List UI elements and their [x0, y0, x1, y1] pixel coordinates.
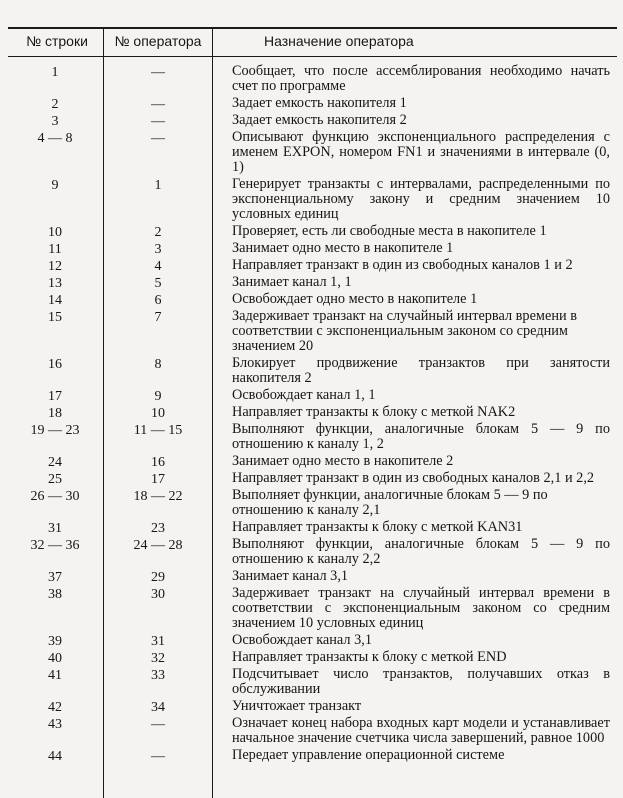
line-number-cell: 26 — 30 — [30, 489, 80, 504]
line-number-cell: 3 — [51, 114, 59, 129]
table-row — [0, 537, 623, 567]
operator-number-cell: 17 — [151, 472, 165, 487]
table-row — [0, 650, 623, 665]
table-row — [0, 422, 623, 452]
operator-number-cell: — — [151, 97, 165, 112]
table-row — [0, 130, 623, 175]
operator-purpose-cell: Выполняют функции, аналогичные блокам 5 — 9 по отношению к каналу 1, 2 — [232, 421, 610, 452]
table-header-rule — [8, 56, 617, 57]
operator-purpose-cell: Сообщает, что после ассемблирования необходимо начать счет по программе — [232, 63, 610, 94]
header-operator-number: № оператора — [114, 33, 202, 49]
table-row — [0, 275, 623, 290]
operator-number-cell: 34 — [151, 700, 165, 715]
operator-number-cell: — — [151, 65, 165, 80]
operator-purpose-cell: Занимает канал 1, 1 — [232, 274, 352, 290]
operator-purpose-cell: Выполняет функции, аналогичные блокам 5 — 9 по отношению к каналу 2,1 — [232, 487, 548, 518]
operator-purpose-cell: Направляет транзакты к блоку с меткой KAN31 — [232, 519, 523, 535]
line-number-cell: 11 — [48, 242, 62, 257]
table-row — [0, 177, 623, 222]
operator-number-cell: 1 — [154, 178, 162, 193]
table-row — [0, 224, 623, 239]
line-number-cell: 44 — [48, 749, 62, 764]
line-number-cell: 4 — 8 — [37, 131, 73, 146]
operator-purpose-cell: Освобождает канал 3,1 — [232, 632, 372, 648]
table-row — [0, 586, 623, 631]
operator-purpose-cell: Направляет транзакты к блоку с меткой END — [232, 649, 507, 665]
table-row — [0, 405, 623, 420]
operator-number-cell: 23 — [151, 521, 165, 536]
operator-number-cell: 2 — [154, 225, 162, 240]
line-number-cell: 18 — [48, 406, 62, 421]
operator-purpose-cell: Описывают функцию экспоненциального распределения с именем EXPON, номером FN1 и значениями в интервале (0, 1) — [232, 129, 610, 175]
line-number-cell: 40 — [48, 651, 62, 666]
table-row — [0, 667, 623, 697]
table-row — [0, 64, 623, 94]
operator-purpose-cell: Генерирует транзакты с интервалами, распределенными по экспоненциальному закону и средним значением 10 условных единиц — [232, 176, 610, 222]
table-row — [0, 569, 623, 584]
table-row — [0, 309, 623, 354]
operator-number-cell: 8 — [154, 357, 162, 372]
operator-number-cell: — — [151, 749, 165, 764]
table-row — [0, 633, 623, 648]
operator-purpose-cell: Проверяет, есть ли свободные места в накопителе 1 — [232, 223, 547, 239]
table-row — [0, 113, 623, 128]
operator-number-cell: 10 — [151, 406, 165, 421]
operator-purpose-cell: Занимает одно место в накопителе 1 — [232, 240, 454, 256]
table-top-rule — [8, 27, 617, 29]
operator-number-cell: 6 — [154, 293, 162, 308]
operator-purpose-cell: Означает конец набора входных карт модели и устанавливает начальное значение счетчика числа завершений, равное 1000 — [232, 715, 610, 746]
line-number-cell: 43 — [48, 717, 62, 732]
table-body — [0, 64, 623, 765]
line-number-cell: 41 — [48, 668, 62, 683]
operator-purpose-cell: Задерживает транзакт на случайный интервал времени в соответствии с экспоненциальным законом со средним значением 20 — [232, 308, 577, 354]
header-line-number: № строки — [26, 33, 88, 49]
table-row — [0, 292, 623, 307]
line-number-cell: 9 — [51, 178, 59, 193]
operator-purpose-cell: Блокирует продвижение транзактов при занятости накопителя 2 — [232, 355, 610, 386]
operator-number-cell: — — [151, 131, 165, 146]
operator-purpose-cell: Задает емкость накопителя 1 — [232, 95, 407, 111]
operator-purpose-cell: Занимает канал 3,1 — [232, 568, 349, 584]
operator-number-cell: 3 — [154, 242, 162, 257]
operator-number-cell: 29 — [151, 570, 165, 585]
operator-purpose-cell: Освобождает одно место в накопителе 1 — [232, 291, 478, 307]
operator-purpose-cell: Занимает одно место в накопителе 2 — [232, 453, 454, 469]
line-number-cell: 37 — [48, 570, 62, 585]
line-number-cell: 24 — [48, 455, 62, 470]
line-number-cell: 13 — [48, 276, 62, 291]
line-number-cell: 12 — [48, 259, 62, 274]
table-row — [0, 488, 623, 518]
line-number-cell: 25 — [48, 472, 62, 487]
table-row — [0, 471, 623, 486]
table-row — [0, 454, 623, 469]
operator-number-cell: 4 — [154, 259, 162, 274]
table-row — [0, 96, 623, 111]
operator-number-cell: 30 — [151, 587, 165, 602]
operator-number-cell: 33 — [151, 668, 165, 683]
table-row — [0, 748, 623, 763]
line-number-cell: 31 — [48, 521, 62, 536]
line-number-cell: 39 — [48, 634, 62, 649]
operator-purpose-cell: Выполняют функции, аналогичные блокам 5 — 9 по отношению к каналу 2,2 — [232, 536, 610, 567]
line-number-cell: 16 — [48, 357, 62, 372]
line-number-cell: 1 — [51, 65, 59, 80]
table-row — [0, 258, 623, 273]
operator-purpose-cell: Задерживает транзакт на случайный интервал времени в соответствии с экспоненциальным законом со средним значением 10 условных единиц — [232, 585, 610, 631]
line-number-cell: 14 — [48, 293, 62, 308]
operator-number-cell: 5 — [154, 276, 162, 291]
operator-purpose-cell: Передает управление операционной системе — [232, 747, 505, 763]
operator-number-cell: 32 — [151, 651, 165, 666]
operator-number-cell: 11 — 15 — [133, 423, 183, 438]
operator-number-cell: 18 — 22 — [133, 489, 183, 504]
operator-purpose-cell: Уничтожает транзакт — [232, 698, 362, 714]
table-row — [0, 699, 623, 714]
operator-number-cell: 31 — [151, 634, 165, 649]
table-row — [0, 241, 623, 256]
line-number-cell: 38 — [48, 587, 62, 602]
operator-number-cell: — — [151, 114, 165, 129]
header-operator-purpose: Назначение оператора — [264, 33, 414, 49]
operator-purpose-cell: Задает емкость накопителя 2 — [232, 112, 407, 128]
line-number-cell: 19 — 23 — [30, 423, 80, 438]
operator-number-cell: — — [151, 717, 165, 732]
table-row — [0, 520, 623, 535]
operator-purpose-cell: Направляет транзакт в один из свободных каналов 1 и 2 — [232, 257, 573, 273]
line-number-cell: 42 — [48, 700, 62, 715]
line-number-cell: 2 — [51, 97, 59, 112]
operator-number-cell: 16 — [151, 455, 165, 470]
table-row — [0, 388, 623, 403]
table-row — [0, 356, 623, 386]
line-number-cell: 10 — [48, 225, 62, 240]
operator-number-cell: 7 — [154, 310, 162, 325]
line-number-cell: 15 — [48, 310, 62, 325]
operator-purpose-cell: Освобождает канал 1, 1 — [232, 387, 376, 403]
operator-purpose-cell: Направляет транзакт в один из свободных каналов 2,1 и 2,2 — [232, 470, 595, 486]
operator-purpose-cell: Подсчитывает число транзактов, получавших отказ в обслуживании — [232, 666, 610, 697]
operator-number-cell: 24 — 28 — [133, 538, 183, 553]
line-number-cell: 32 — 36 — [30, 538, 80, 553]
operator-number-cell: 9 — [154, 389, 162, 404]
operator-purpose-cell: Направляет транзакты к блоку с меткой NAK2 — [232, 404, 516, 420]
table-row — [0, 716, 623, 746]
line-number-cell: 17 — [48, 389, 62, 404]
